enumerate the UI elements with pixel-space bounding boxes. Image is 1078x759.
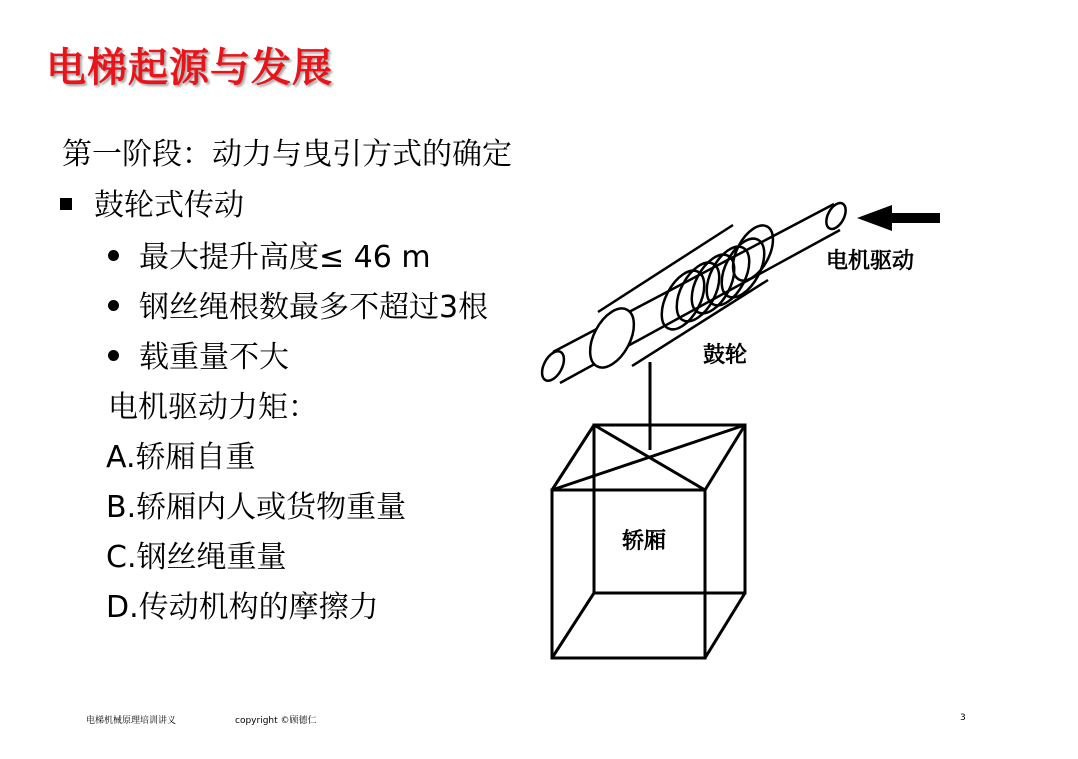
drum-label: 鼓轮 <box>703 342 748 368</box>
slide-title: 电梯起源与发展 <box>46 45 333 91</box>
motor-drive-label: 电机驱动 <box>826 248 915 274</box>
main-bullet-text: 鼓轮式传动 <box>94 188 244 223</box>
torque-item: A.轿厢自重 <box>106 440 256 475</box>
sub-bullet-text: 最大提升高度≤ 46 m <box>139 240 431 275</box>
page-number: 3 <box>960 713 966 723</box>
sub-bullet-text: 载重量不大 <box>139 340 289 375</box>
footer-course-title: 电梯机械原理培训讲义 <box>86 716 177 726</box>
sub-bullet-text: 钢丝绳根数最多不超过3根 <box>139 290 489 325</box>
footer-copyright: copyright ©顾德仁 <box>235 716 317 726</box>
drive-shaft <box>538 200 850 384</box>
torque-heading: 电机驱动力矩： <box>108 390 318 425</box>
stage-heading: 第一阶段：动力与曳引方式的确定 <box>62 137 512 172</box>
drum <box>581 219 781 375</box>
car-label: 轿厢 <box>622 528 667 554</box>
torque-item: D.传动机构的摩擦力 <box>106 590 379 625</box>
motor-drive-arrow-icon <box>857 205 940 231</box>
torque-item: B.轿厢内人或货物重量 <box>106 490 407 525</box>
torque-item: C.钢丝绳重量 <box>106 540 287 575</box>
